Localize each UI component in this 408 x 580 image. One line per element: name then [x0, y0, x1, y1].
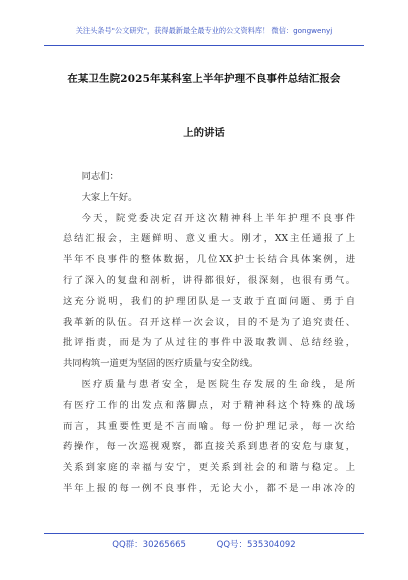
document-title-line-2: 上的讲话	[183, 127, 225, 139]
paragraph-1-line: 行了深入的复盘和剖析，讲得都很好，很深刻，也很有勇气。	[63, 274, 355, 286]
footer-qq-group: QQ群：30265665	[112, 540, 186, 550]
document-body	[63, 167, 355, 500]
paragraph-2-line: 关系到家庭的幸福与安宁，更关系到社会的和谐与稳定。上	[63, 462, 355, 474]
greeting: 大家上午好。	[81, 191, 138, 203]
paragraph-2-line: 有医疗工作的出发点和落脚点，对于精神科这个特殊的战场	[63, 399, 355, 411]
footer-divider	[44, 533, 364, 534]
paragraph-1-line: 我革新的队伍。召开这样一次会议，目的不是为了追究责任、	[63, 316, 355, 328]
paragraph-1-line: 这充分说明，我们的护理团队是一支敢于直面问题、勇于自	[63, 295, 355, 307]
header-divider	[44, 45, 364, 46]
footer-qq-number: QQ号：535304092	[216, 540, 296, 550]
paragraph-1-line: 今天，院党委决定召开这次精神科上半年护理不良事件	[81, 212, 355, 224]
paragraph-1-line: 共同构筑一道更为坚固的医疗质量与安全防线。	[63, 358, 259, 370]
paragraph-2-line: 而言，其重要性更是不言而喻。每一份护理记录，每一次给	[63, 420, 355, 432]
paragraph-1-line: 半年不良事件的整体数据，几位XX护士长结合具体案例，进	[63, 254, 355, 266]
salutation: 同志们：	[81, 171, 119, 182]
header-banner: 关注头条号"公文研究"，获得最新最全最专业的公文资料库！ 微信：gongwenyj	[75, 26, 333, 35]
document-title-line-1: 在某卫生院2025年某科室上半年护理不良事件总结汇报会	[67, 73, 341, 85]
paragraph-2-line: 半年上报的每一例不良事件，无论大小，都不是一串冰冷的	[63, 482, 355, 494]
footer	[0, 538, 408, 550]
paragraph-2-line: 药操作，每一次巡视观察，都直接关系到患者的安危与康复，	[63, 441, 355, 453]
paragraph-2-line: 医疗质量与患者安全，是医院生存发展的生命线，是所	[81, 378, 355, 390]
paragraph-1-line: 总结汇报会，主题鲜明、意义重大。刚才，XX主任通报了上	[63, 233, 355, 245]
paragraph-1-line: 批评指责，而是为了从过往的事件中汲取教训、总结经验，	[63, 337, 355, 349]
